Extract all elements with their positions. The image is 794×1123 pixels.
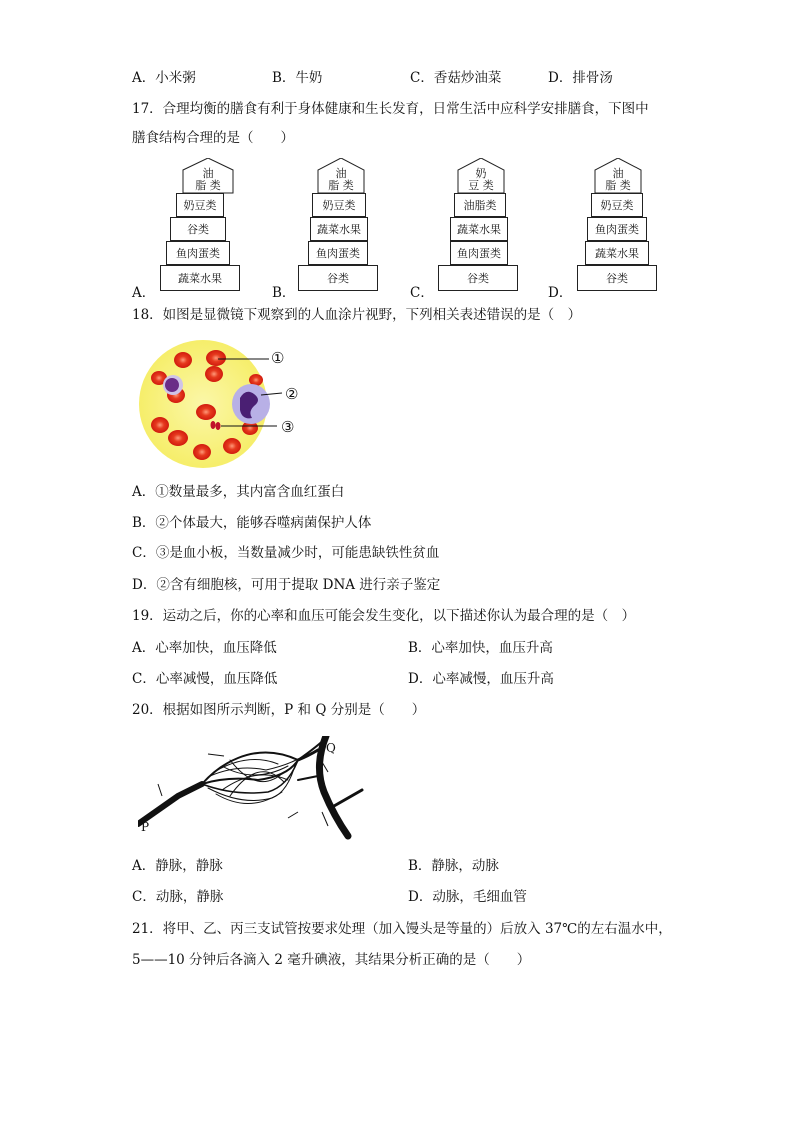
q18-option-b: B．②个体最大，能够吞噬病菌保护人体 (132, 515, 372, 531)
pyramid-c-layer-3: 鱼肉蛋类 (450, 241, 508, 265)
pyramid-d-layer-2: 鱼肉蛋类 (587, 217, 647, 241)
q21-stem-line2: 5——10 分钟后各滴入 2 毫升碘液，其结果分析正确的是（ ） (132, 952, 531, 968)
pyramid-c-top-1: 奶 (475, 167, 487, 180)
marker-3: ③ (281, 418, 295, 436)
pyramid-a-layer-3: 鱼肉蛋类 (166, 241, 230, 265)
q17-option-a-label: A． (132, 285, 156, 301)
label-p: P (141, 820, 150, 834)
q17-option-d-label: D． (548, 285, 573, 301)
q17-stem-line2: 膳食结构合理的是（ ） (132, 130, 294, 146)
q20-option-d: D．动脉，毛细血管 (408, 889, 527, 905)
pyramid-a-layer-1: 奶豆类 (176, 193, 224, 217)
small-white-blood-cell (163, 375, 183, 395)
q18-option-c: C．③是血小板，当数量减少时，可能患缺铁性贫血 (132, 545, 440, 561)
q18-option-d: D．②含有细胞核，可用于提取 DNA 进行亲子鉴定 (132, 577, 441, 593)
pyramid-d-layer-1: 奶豆类 (591, 193, 643, 217)
label-q: Q (326, 741, 336, 755)
pyramid-c-layer-1: 油脂类 (454, 193, 506, 217)
q19-option-c: C．心率减慢，血压降低 (132, 671, 278, 687)
pyramid-b-layer-2: 蔬菜水果 (310, 217, 368, 241)
q21-stem-line1: 21．将甲、乙、丙三支试管按要求处理（加入馒头是等量的）后放入 37℃的左右温水中， (132, 921, 672, 937)
white-blood-cell (232, 384, 270, 424)
marker-1: ① (271, 349, 285, 367)
q16-option-b: B．牛奶 (272, 70, 323, 86)
pyramid-b-top-1: 油 (335, 167, 347, 180)
q16-option-d: D．排骨汤 (548, 70, 613, 86)
q18-stem: 18．如图是显微镜下观察到的人血涂片视野，下列相关表述错误的是（ ） (132, 307, 582, 323)
pyramid-d-layer-4: 谷类 (577, 265, 657, 291)
pyramid-d-top-1: 油 (612, 167, 624, 180)
pyramid-d-top-2: 脂 类 (605, 179, 631, 192)
q20-option-b: B．静脉，动脉 (408, 858, 499, 874)
pyramid-c-top-2: 豆 类 (468, 179, 494, 192)
pyramid-a-layer-4: 蔬菜水果 (160, 265, 240, 291)
pyramid-a-top-1: 油 (202, 167, 214, 180)
pyramid-b-layer-4: 谷类 (298, 265, 378, 291)
q17-pyramid-d (577, 158, 677, 293)
pyramid-a-layer-2: 谷类 (170, 217, 226, 241)
q20-stem: 20．根据如图所示判断，P 和 Q 分别是（ ） (132, 702, 426, 718)
q19-option-d: D．心率减慢，血压升高 (408, 671, 554, 687)
pyramid-c-layer-4: 谷类 (438, 265, 518, 291)
pyramid-b-layer-1: 奶豆类 (312, 193, 366, 217)
q20-option-c: C．动脉，静脉 (132, 889, 224, 905)
pyramid-d-layer-3: 蔬菜水果 (585, 241, 649, 265)
q17-pyramid-b (298, 158, 398, 293)
q16-option-c: C．香菇炒油菜 (410, 70, 502, 86)
q17-option-b-label: B． (272, 285, 296, 301)
pyramid-b-top-2: 脂 类 (328, 179, 354, 192)
q17-option-c-label: C． (410, 285, 434, 301)
q19-option-b: B．心率加快，血压升高 (408, 640, 553, 656)
q20-option-a: A．静脉，静脉 (132, 858, 223, 874)
pyramid-c-layer-2: 蔬菜水果 (450, 217, 508, 241)
q16-option-a: A．小米粥 (132, 70, 196, 86)
q17-pyramid-a (158, 158, 258, 293)
q19-option-a: A．心率加快，血压降低 (132, 640, 277, 656)
pyramid-a-top-2: 脂 类 (195, 179, 221, 192)
q17-pyramid-c (438, 158, 538, 293)
pyramid-b-layer-3: 鱼肉蛋类 (308, 241, 368, 265)
q17-stem-line1: 17．合理均衡的膳食有利于身体健康和生长发育，日常生活中应科学安排膳食，下图中 (132, 101, 649, 117)
marker-2: ② (285, 385, 299, 403)
q19-stem: 19．运动之后，你的心率和血压可能会发生变化，以下描述你认为最合理的是（ ） (132, 608, 636, 624)
q18-option-a: A．①数量最多，其内富含血红蛋白 (132, 484, 345, 500)
